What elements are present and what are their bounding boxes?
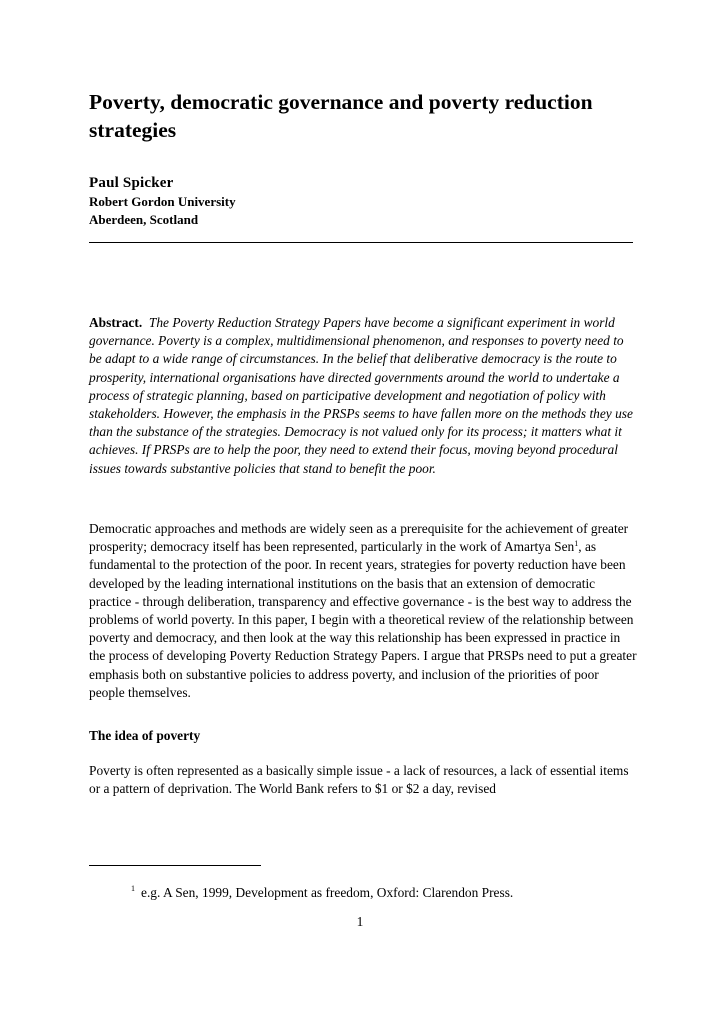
author-name: Paul Spicker: [89, 175, 174, 191]
abstract-text: The Poverty Reduction Strategy Papers have become a significant experiment in world governance. Poverty is a complex, multidimensional phenomenon, and responses to poverty need to be adapt to a wide range of circumstances. In the belief that deliberative democracy is the route to prosperity, international organisations have directed governments around the world to undertake a process of strategic planning, based on participative development and negotiation of policy with stakeholders. However, the emphasis in the PRSPs seems to have fallen more on the methods they use than the substance of the strategies. Democracy is not valued only for its process; it matters what it achieves. If PRSPs are to help the poor, they need to extend their focus, moving beyond procedural issues towards substantive policies that stand to benefit the poor.: [89, 315, 633, 476]
abstract: [89, 314, 637, 478]
section-heading: The idea of poverty: [89, 728, 201, 743]
footnote-divider: [89, 865, 261, 866]
page-number: 1: [356, 914, 364, 929]
author-location: Aberdeen, Scotland: [89, 212, 199, 227]
intro-paragraph: [89, 520, 637, 702]
intro-text-before-ref: Democratic approaches and methods are widely seen as a prerequisite for the achievement of greater prosperity; democracy itself has been represented, particularly in the work of Amartya Sen: [89, 521, 629, 555]
footnote-mark: 1: [131, 884, 135, 893]
section-paragraph: Poverty is often represented as a basically simple issue - a lack of resources, a lack of essential items or a pattern of deprivation. The World Bank refers to $1 or $2 a day, revised: [89, 763, 629, 797]
intro-text-after-ref: , as fundamental to the protection of the poor. In recent years, strategies for poverty reduction have been developed by the leading international institutions on the basis that an extension of democratic practice - through deliberation, transparency and effective governance - is the best way to address the problems of world poverty. In this paper, I begin with a theoretical review of the relationship between poverty and democracy, and then look at the way this relationship has been expressed in practice in the process of developing Poverty Reduction Strategy Papers. I argue that PRSPs need to put a greater emphasis both on substantive policies to address poverty, and inclusion of the priorities of poor people themselves.: [89, 539, 637, 700]
paper-title: Poverty, democratic governance and poverty reduction strategies: [89, 90, 593, 142]
author-affiliation: Robert Gordon University: [89, 194, 236, 209]
abstract-label: Abstract.: [89, 315, 143, 330]
header-divider: [89, 242, 633, 243]
footnote: [131, 884, 513, 901]
footnote-text: e.g. A Sen, 1999, Development as freedom, Oxford: Clarendon Press.: [141, 885, 514, 900]
footnote-reference[interactable]: 1: [574, 539, 579, 549]
